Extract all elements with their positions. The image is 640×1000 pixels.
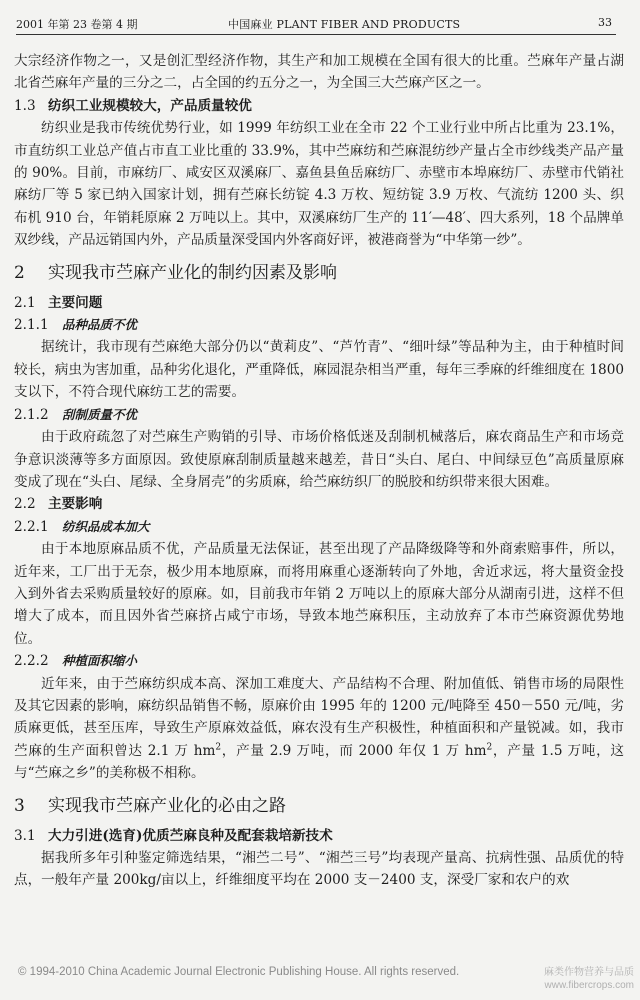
copyright-footer: © 1994-2010 China Academic Journal Electronic Publishing House. All rights reserved. [18,966,460,978]
paragraph: 由于政府疏忽了对苎麻生产购销的引导、市场价格低迷及刮制机械落后，麻农商品生产和市场竞争意识淡薄等多方面原因。致使原麻刮制质量越来越差，昔日“头白、尾白、中间绿豆色”高质量原麻变成了现在“头白、尾绿、全身屑壳”的劣质麻，给苎麻纺织厂的脱胶和纺织带来很大困难。 [14,429,624,490]
section-heading-2-2 [14,493,624,515]
section-heading-2-1-1 [14,314,624,336]
paragraph: 大宗经济作物之一，又是创汇型经济作物，其生产和加工规模在全国有很大的比重。苎麻年产量占湖北省苎麻年产量的三分之二，占全国的约五分之一，为全国三大苎麻产区之一。 [14,53,624,92]
paragraph: 由于本地原麻品质不优，产品质量无法保证，甚至出现了产品降级降等和外商索赔事件，所以，近年来，工厂出于无奈，极少用本地原麻，而将用麻重心逐渐转向了外地，舍近求远，将大量资金投入到外省去采购质量较好的原麻。如，目前我市年销 2 万吨以上的原麻大部分从湖南引进，这样不但增大了成本，而且因外省苎麻挤占咸宁市场，导致本地苎麻积压，主动放弃了本市苎麻资源优势地位。 [14,541,624,647]
paragraph-part: 近年来，由于苎麻纺织成本高、深加工难度大、产品结构不合理、附加值低、销售市场的局限性及其它因素的影响，麻纺织品销售不畅，原麻价由 1995 年的 1200 元/吨降至 450－550 元/吨，劣质麻更低，甚至压库，导致生产原麻效益低，麻农没有生产积极性，种植面积和产量锐减。如，我市苎麻的生产面积曾达 2.1 万 hm [14,675,624,759]
section-title: 品种品质不优 [62,317,138,333]
section-heading-2-1 [14,292,624,314]
paragraph-part: ，产量 1.5 万吨，这与“苎麻之乡”的美称极不相称。 [14,742,624,782]
section-number: 3.1 [14,827,36,844]
section-title: 种植面积缩小 [62,653,138,669]
paragraph: 据统计，我市现有苎麻绝大部分仍以“黄莉皮”、“芦竹青”、“细叶绿”等品种为主，由于种植时间较长，病虫为害加重，品种劣化退化，严重降低，麻园混杂相当严重，每年三季麻的纤维细度在 1800 支以下，不符合现代麻纺工艺的需要。 [14,339,624,401]
section-heading-2-1-2 [14,404,624,426]
section-heading-2-2-1 [14,516,624,538]
running-header [16,14,616,35]
paragraph: 据我所多年引种鉴定筛选结果，“湘苎二号”、“湘苎三号”均表现产量高、抗病性强、品质优的特点，一般年产量 200kg/亩以上，纤维细度平均在 2000 支－2400 支，深受厂家和农户的欢 [14,850,624,889]
section-number: 2.1.2 [14,406,49,423]
paragraph-part: ，产量 2.9 万吨，而 2000 年仅 1 万 hm [221,742,487,759]
paragraph [14,673,624,785]
section-title: 主要影响 [48,496,103,513]
superscript: 2 [215,742,222,753]
section-heading-3 [14,791,624,821]
header-journal-title: 中国麻业 PLANT FIBER AND PRODUCTS [228,18,461,31]
section-number: 2.1 [14,294,36,311]
section-number: 1.3 [14,97,36,114]
article-body [14,50,624,892]
section-number: 2.1.1 [14,317,49,334]
section-number: 2.2 [14,496,36,513]
section-heading-2 [14,258,624,288]
section-number: 3 [14,795,25,816]
section-title: 纺织品成本加大 [62,518,150,534]
watermark: 麻类作物营养与品质 www.fibercrops.com [544,967,634,991]
section-number: 2.2.2 [14,653,49,670]
header-page-number: 33 [598,16,612,29]
section-number: 2.2.1 [14,518,49,535]
section-title: 大力引进(选育)优质苎麻良种及配套栽培新技术 [48,827,333,844]
section-title: 实现我市苎麻产业化的必由之路 [48,795,286,816]
section-title: 刮制质量不优 [62,406,138,422]
section-title: 主要问题 [48,294,103,311]
header-issue-info: 2001 年第 23 卷第 4 期 [16,18,138,31]
section-title: 实现我市苎麻产业化的制约因素及影响 [48,262,337,283]
section-number: 2 [14,262,25,283]
section-heading-3-1 [14,825,624,847]
paragraph: 纺织业是我市传统优势行业，如 1999 年纺织工业在全市 22 个工业行业中所占比重为 23.1%，市直纺织工业总产值占市直工业比重的 33.9%，其中苎麻纺和苎麻混纺纱产量占全市纱线类产品产量的 90%。目前，市麻纺厂、咸安区双溪麻厂、嘉鱼县鱼岳麻纺厂、赤壁市本埠麻纺厂、赤壁市代销社麻纺厂等 5 家已纳入国家计划，拥有苎麻长纺锭 4.3 万枚、短纺锭 3.9 万枚、气流纺 1200 头、织布机 910 台，年销耗原麻 2 万吨以上。其中，双溪麻纺厂生产的 11′—48′、四大系列，18 个品牌单双纱线，产品远销国内外，产品质量深受国内外客商好评，被港商誉为“中华第一纱”。 [14,120,624,249]
section-title: 纺织工业规模较大，产品质量较优 [48,97,252,114]
section-heading-2-2-2 [14,650,624,672]
section-heading-1-3 [14,95,624,117]
superscript: 2 [486,742,493,753]
